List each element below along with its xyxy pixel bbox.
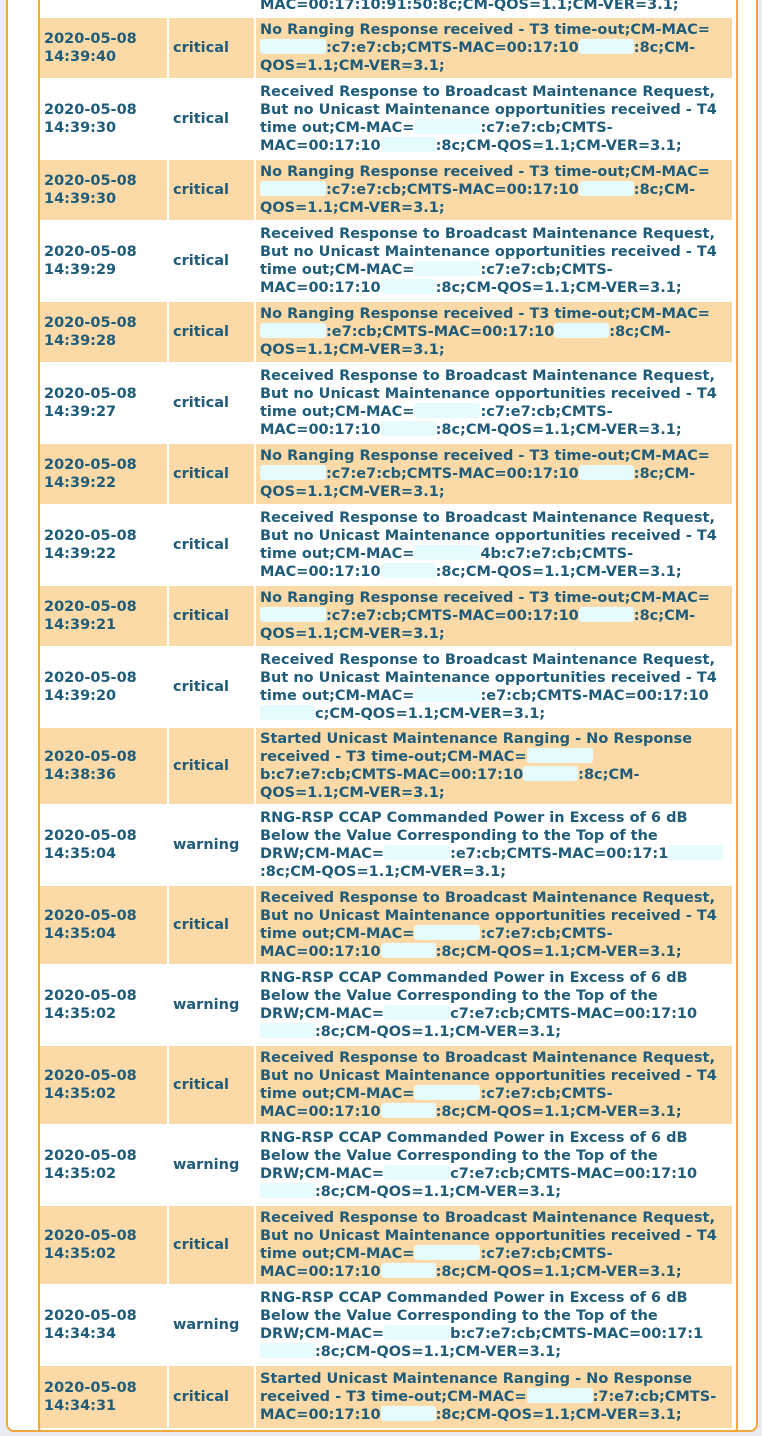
date-cell	[40, 79, 168, 159]
redacted-mac	[414, 1085, 480, 1100]
redacted-mac	[384, 1005, 450, 1020]
table-row	[40, 363, 732, 443]
level-cell: warning	[168, 805, 255, 885]
redacted-mac	[260, 39, 326, 54]
level-cell: critical	[168, 585, 255, 647]
description-cell: Received Response to Broadcast Maintenance Request, But no Unicast Maintenance opportunities received - T4 time out;CM-MAC= :e7:cb;CMTS-MAC=00:17:10c;CM-QOS=1.1;CM-VER=3.1;	[255, 647, 732, 727]
description-cell: Received Response to Broadcast Maintenance Request, But no Unicast Maintenance opportunities received - T4 time out;CM-MAC= :c7:e7:cb;CMTS-MAC=00:17:10 :8c;CM-QOS=1.1;CM-VER=3.1;	[255, 221, 732, 301]
event-date: 2020-05-08	[44, 599, 137, 615]
event-date: 2020-05-08	[44, 828, 137, 844]
redacted-mac	[260, 465, 326, 480]
date-cell	[40, 885, 168, 965]
redacted-mac	[554, 323, 609, 338]
description-cell: RNG-RSP CCAP Commanded Power in Excess of 6 dB Below the Value Corresponding to the Top of the DRW;CM-MAC= c7:e7:cb;CMTS-MAC=00:17:10:8c;CM-QOS=1.1;CM-VER=3.1;	[255, 965, 732, 1045]
event-date: 2020-05-08	[44, 102, 137, 118]
level-cell: critical	[168, 363, 255, 443]
date-cell	[40, 363, 168, 443]
level-cell: warning	[168, 1125, 255, 1205]
event-date: 2020-05-08	[44, 31, 137, 47]
event-time: 14:39:27	[44, 404, 117, 420]
table-row	[40, 301, 732, 363]
description-cell: Received Response to Broadcast Maintenance Request, But no Unicast Maintenance opportunities received - T4 time out;CM-MAC= :c7:e7:cb;CMTS-MAC=00:17:10 :8c;CM-QOS=1.1;CM-VER=3.1;	[255, 1205, 732, 1285]
table-row-partial	[40, 0, 732, 17]
description-cell: Received Response to Broadcast Maintenance Request, But no Unicast Maintenance opportunities received - T4 time out;CM-MAC= :c7:e7:cb;CMTS-MAC=00:17:10 :8c;CM-QOS=1.1;CM-VER=3.1;	[255, 79, 732, 159]
table-row	[40, 79, 732, 159]
event-date: 2020-05-08	[44, 1228, 137, 1244]
table-row	[40, 727, 732, 805]
level-cell: critical	[168, 1205, 255, 1285]
date-cell	[40, 1365, 168, 1429]
level-cell: warning	[168, 965, 255, 1045]
level-cell: critical	[168, 301, 255, 363]
table-row	[40, 585, 732, 647]
redacted-mac	[579, 39, 634, 54]
description-cell: No Ranging Response received - T3 time-out;CM-MAC=:c7:e7:cb;CMTS-MAC=00:17:10 :8c;CM-QOS=1.1;CM-VER=3.1;	[255, 585, 732, 647]
table-row	[40, 159, 732, 221]
date-cell	[40, 17, 168, 79]
description-cell: No Ranging Response received - T3 time-out;CM-MAC=:c7:e7:cb;CMTS-MAC=00:17:10 :8c;CM-QOS=1.1;CM-VER=3.1;	[255, 443, 732, 505]
level-cell: critical	[168, 1365, 255, 1429]
event-date: 2020-05-08	[44, 386, 137, 402]
description-cell: MAC=00:17:10:91:50:8c;CM-QOS=1.1;CM-VER=3.1;	[255, 0, 732, 17]
event-time: 14:35:02	[44, 1006, 117, 1022]
event-time: 14:39:22	[44, 475, 117, 491]
table-row	[40, 1125, 732, 1205]
event-time: 14:39:30	[44, 120, 117, 136]
redacted-mac	[668, 845, 723, 860]
redacted-mac	[414, 119, 480, 134]
date-cell	[40, 0, 168, 17]
event-time: 14:35:02	[44, 1166, 117, 1182]
event-time: 14:34:31	[44, 1398, 117, 1414]
level-cell: critical	[168, 443, 255, 505]
description-cell: RNG-RSP CCAP Commanded Power in Excess of 6 dB Below the Value Corresponding to the Top of the DRW;CM-MAC= c7:e7:cb;CMTS-MAC=00:17:10:8c;CM-QOS=1.1;CM-VER=3.1;	[255, 1125, 732, 1205]
table-row	[40, 965, 732, 1045]
event-log-body	[40, 0, 732, 1429]
redacted-mac	[579, 607, 634, 622]
level-cell: critical	[168, 505, 255, 585]
event-date: 2020-05-08	[44, 908, 137, 924]
event-date: 2020-05-08	[44, 1308, 137, 1324]
event-date: 2020-05-08	[44, 1068, 137, 1084]
event-time: 14:39:40	[44, 49, 117, 65]
event-date: 2020-05-08	[44, 528, 137, 544]
event-time: 14:34:34	[44, 1326, 117, 1342]
description-cell: No Ranging Response received - T3 time-out;CM-MAC=:c7:e7:cb;CMTS-MAC=00:17:10 :8c;CM-QOS=1.1;CM-VER=3.1;	[255, 17, 732, 79]
description-cell: Received Response to Broadcast Maintenance Request, But no Unicast Maintenance opportunities received - T4 time out;CM-MAC= 4b:c7:e7:cb;CMTS-MAC=00:17:10 :8c;CM-QOS=1.1;CM-VER=3.1;	[255, 505, 732, 585]
table-row	[40, 443, 732, 505]
redacted-mac	[381, 421, 436, 436]
redacted-mac	[523, 766, 578, 781]
table-row	[40, 505, 732, 585]
table-row	[40, 221, 732, 301]
redacted-mac	[260, 607, 326, 622]
date-cell	[40, 1045, 168, 1125]
level-cell: critical	[168, 159, 255, 221]
redacted-mac	[381, 1103, 436, 1118]
event-date: 2020-05-08	[44, 315, 137, 331]
date-cell	[40, 301, 168, 363]
redacted-mac	[381, 137, 436, 152]
event-date: 2020-05-08	[44, 1380, 137, 1396]
level-cell: critical	[168, 885, 255, 965]
date-cell	[40, 443, 168, 505]
redacted-mac	[260, 181, 326, 196]
table-row	[40, 1285, 732, 1365]
description-cell: RNG-RSP CCAP Commanded Power in Excess of 6 dB Below the Value Corresponding to the Top of the DRW;CM-MAC= b:c7:e7:cb;CMTS-MAC=00:17:1:8c;CM-QOS=1.1;CM-VER=3.1;	[255, 1285, 732, 1365]
date-cell	[40, 1205, 168, 1285]
redacted-mac	[527, 748, 593, 763]
table-row	[40, 805, 732, 885]
level-cell: critical	[168, 647, 255, 727]
redacted-mac	[260, 705, 315, 720]
description-cell: No Ranging Response received - T3 time-out;CM-MAC=:e7:cb;CMTS-MAC=00:17:10 :8c;CM-QOS=1.1;CM-VER=3.1;	[255, 301, 732, 363]
event-date: 2020-05-08	[44, 670, 137, 686]
redacted-mac	[414, 1245, 480, 1260]
table-row	[40, 647, 732, 727]
event-time: 14:39:30	[44, 191, 117, 207]
event-time: 14:35:04	[44, 846, 117, 862]
description-cell: Started Unicast Maintenance Ranging - No Response received - T3 time-out;CM-MAC= :7:e7:cb;CMTS-MAC=00:17:10 :8c;CM-QOS=1.1;CM-VER=3.1;	[255, 1365, 732, 1429]
description-cell: Received Response to Broadcast Maintenance Request, But no Unicast Maintenance opportunities received - T4 time out;CM-MAC= :c7:e7:cb;CMTS-MAC=00:17:10 :8c;CM-QOS=1.1;CM-VER=3.1;	[255, 363, 732, 443]
event-time: 14:39:21	[44, 617, 117, 633]
event-time: 14:38:36	[44, 767, 117, 783]
event-date: 2020-05-08	[44, 988, 137, 1004]
event-time: 14:35:04	[44, 926, 117, 942]
event-date: 2020-05-08	[44, 749, 137, 765]
redacted-mac	[579, 465, 634, 480]
table-row	[40, 1205, 732, 1285]
redacted-mac	[384, 1165, 450, 1180]
event-date: 2020-05-08	[44, 244, 137, 260]
redacted-mac	[414, 403, 480, 418]
level-cell: critical	[168, 1045, 255, 1125]
table-row	[40, 1365, 732, 1429]
redacted-mac	[527, 1388, 593, 1403]
redacted-mac	[260, 323, 326, 338]
redacted-mac	[579, 181, 634, 196]
table-row	[40, 17, 732, 79]
event-log-table	[38, 0, 738, 1432]
date-cell	[40, 647, 168, 727]
redacted-mac	[260, 1183, 315, 1198]
event-time: 14:39:28	[44, 333, 117, 349]
description-cell: Received Response to Broadcast Maintenance Request, But no Unicast Maintenance opportunities received - T4 time out;CM-MAC= :c7:e7:cb;CMTS-MAC=00:17:10 :8c;CM-QOS=1.1;CM-VER=3.1;	[255, 1045, 732, 1125]
date-cell	[40, 1285, 168, 1365]
level-cell: critical	[168, 79, 255, 159]
event-time: 14:39:20	[44, 688, 117, 704]
date-cell	[40, 965, 168, 1045]
date-cell	[40, 505, 168, 585]
description-cell: RNG-RSP CCAP Commanded Power in Excess of 6 dB Below the Value Corresponding to the Top of the DRW;CM-MAC= :e7:cb;CMTS-MAC=00:17:1:8c;CM-QOS=1.1;CM-VER=3.1;	[255, 805, 732, 885]
level-cell: critical	[168, 221, 255, 301]
redacted-mac	[414, 687, 480, 702]
event-time: 14:39:29	[44, 262, 117, 278]
redacted-mac	[260, 1023, 315, 1038]
date-cell	[40, 727, 168, 805]
redacted-mac	[414, 545, 480, 560]
date-cell	[40, 221, 168, 301]
date-cell	[40, 585, 168, 647]
date-cell	[40, 1125, 168, 1205]
event-time: 14:35:02	[44, 1086, 117, 1102]
level-cell: warning	[168, 1285, 255, 1365]
description-cell: No Ranging Response received - T3 time-out;CM-MAC=:c7:e7:cb;CMTS-MAC=00:17:10 :8c;CM-QOS=1.1;CM-VER=3.1;	[255, 159, 732, 221]
description-cell: Started Unicast Maintenance Ranging - No Response received - T3 time-out;CM-MAC=b:c7:e7:cb;CMTS-MAC=00:17:10 :8c;CM-QOS=1.1;CM-VER=3.1;	[255, 727, 732, 805]
event-time: 14:39:22	[44, 546, 117, 562]
redacted-mac	[260, 1343, 315, 1358]
redacted-mac	[381, 1406, 436, 1421]
description-cell: Received Response to Broadcast Maintenance Request, But no Unicast Maintenance opportunities received - T4 time out;CM-MAC= :c7:e7:cb;CMTS-MAC=00:17:10 :8c;CM-QOS=1.1;CM-VER=3.1;	[255, 885, 732, 965]
table-row	[40, 1045, 732, 1125]
redacted-mac	[381, 279, 436, 294]
event-date: 2020-05-08	[44, 457, 137, 473]
redacted-mac	[414, 925, 480, 940]
redacted-mac	[381, 943, 436, 958]
redacted-mac	[384, 1325, 450, 1340]
redacted-mac	[414, 261, 480, 276]
level-cell	[168, 0, 255, 17]
redacted-mac	[384, 845, 450, 860]
event-date: 2020-05-08	[44, 173, 137, 189]
event-time: 14:35:02	[44, 1246, 117, 1262]
table-row	[40, 885, 732, 965]
date-cell	[40, 805, 168, 885]
level-cell: critical	[168, 727, 255, 805]
redacted-mac	[381, 1263, 436, 1278]
level-cell: critical	[168, 17, 255, 79]
event-date: 2020-05-08	[44, 1148, 137, 1164]
date-cell	[40, 159, 168, 221]
redacted-mac	[381, 563, 436, 578]
